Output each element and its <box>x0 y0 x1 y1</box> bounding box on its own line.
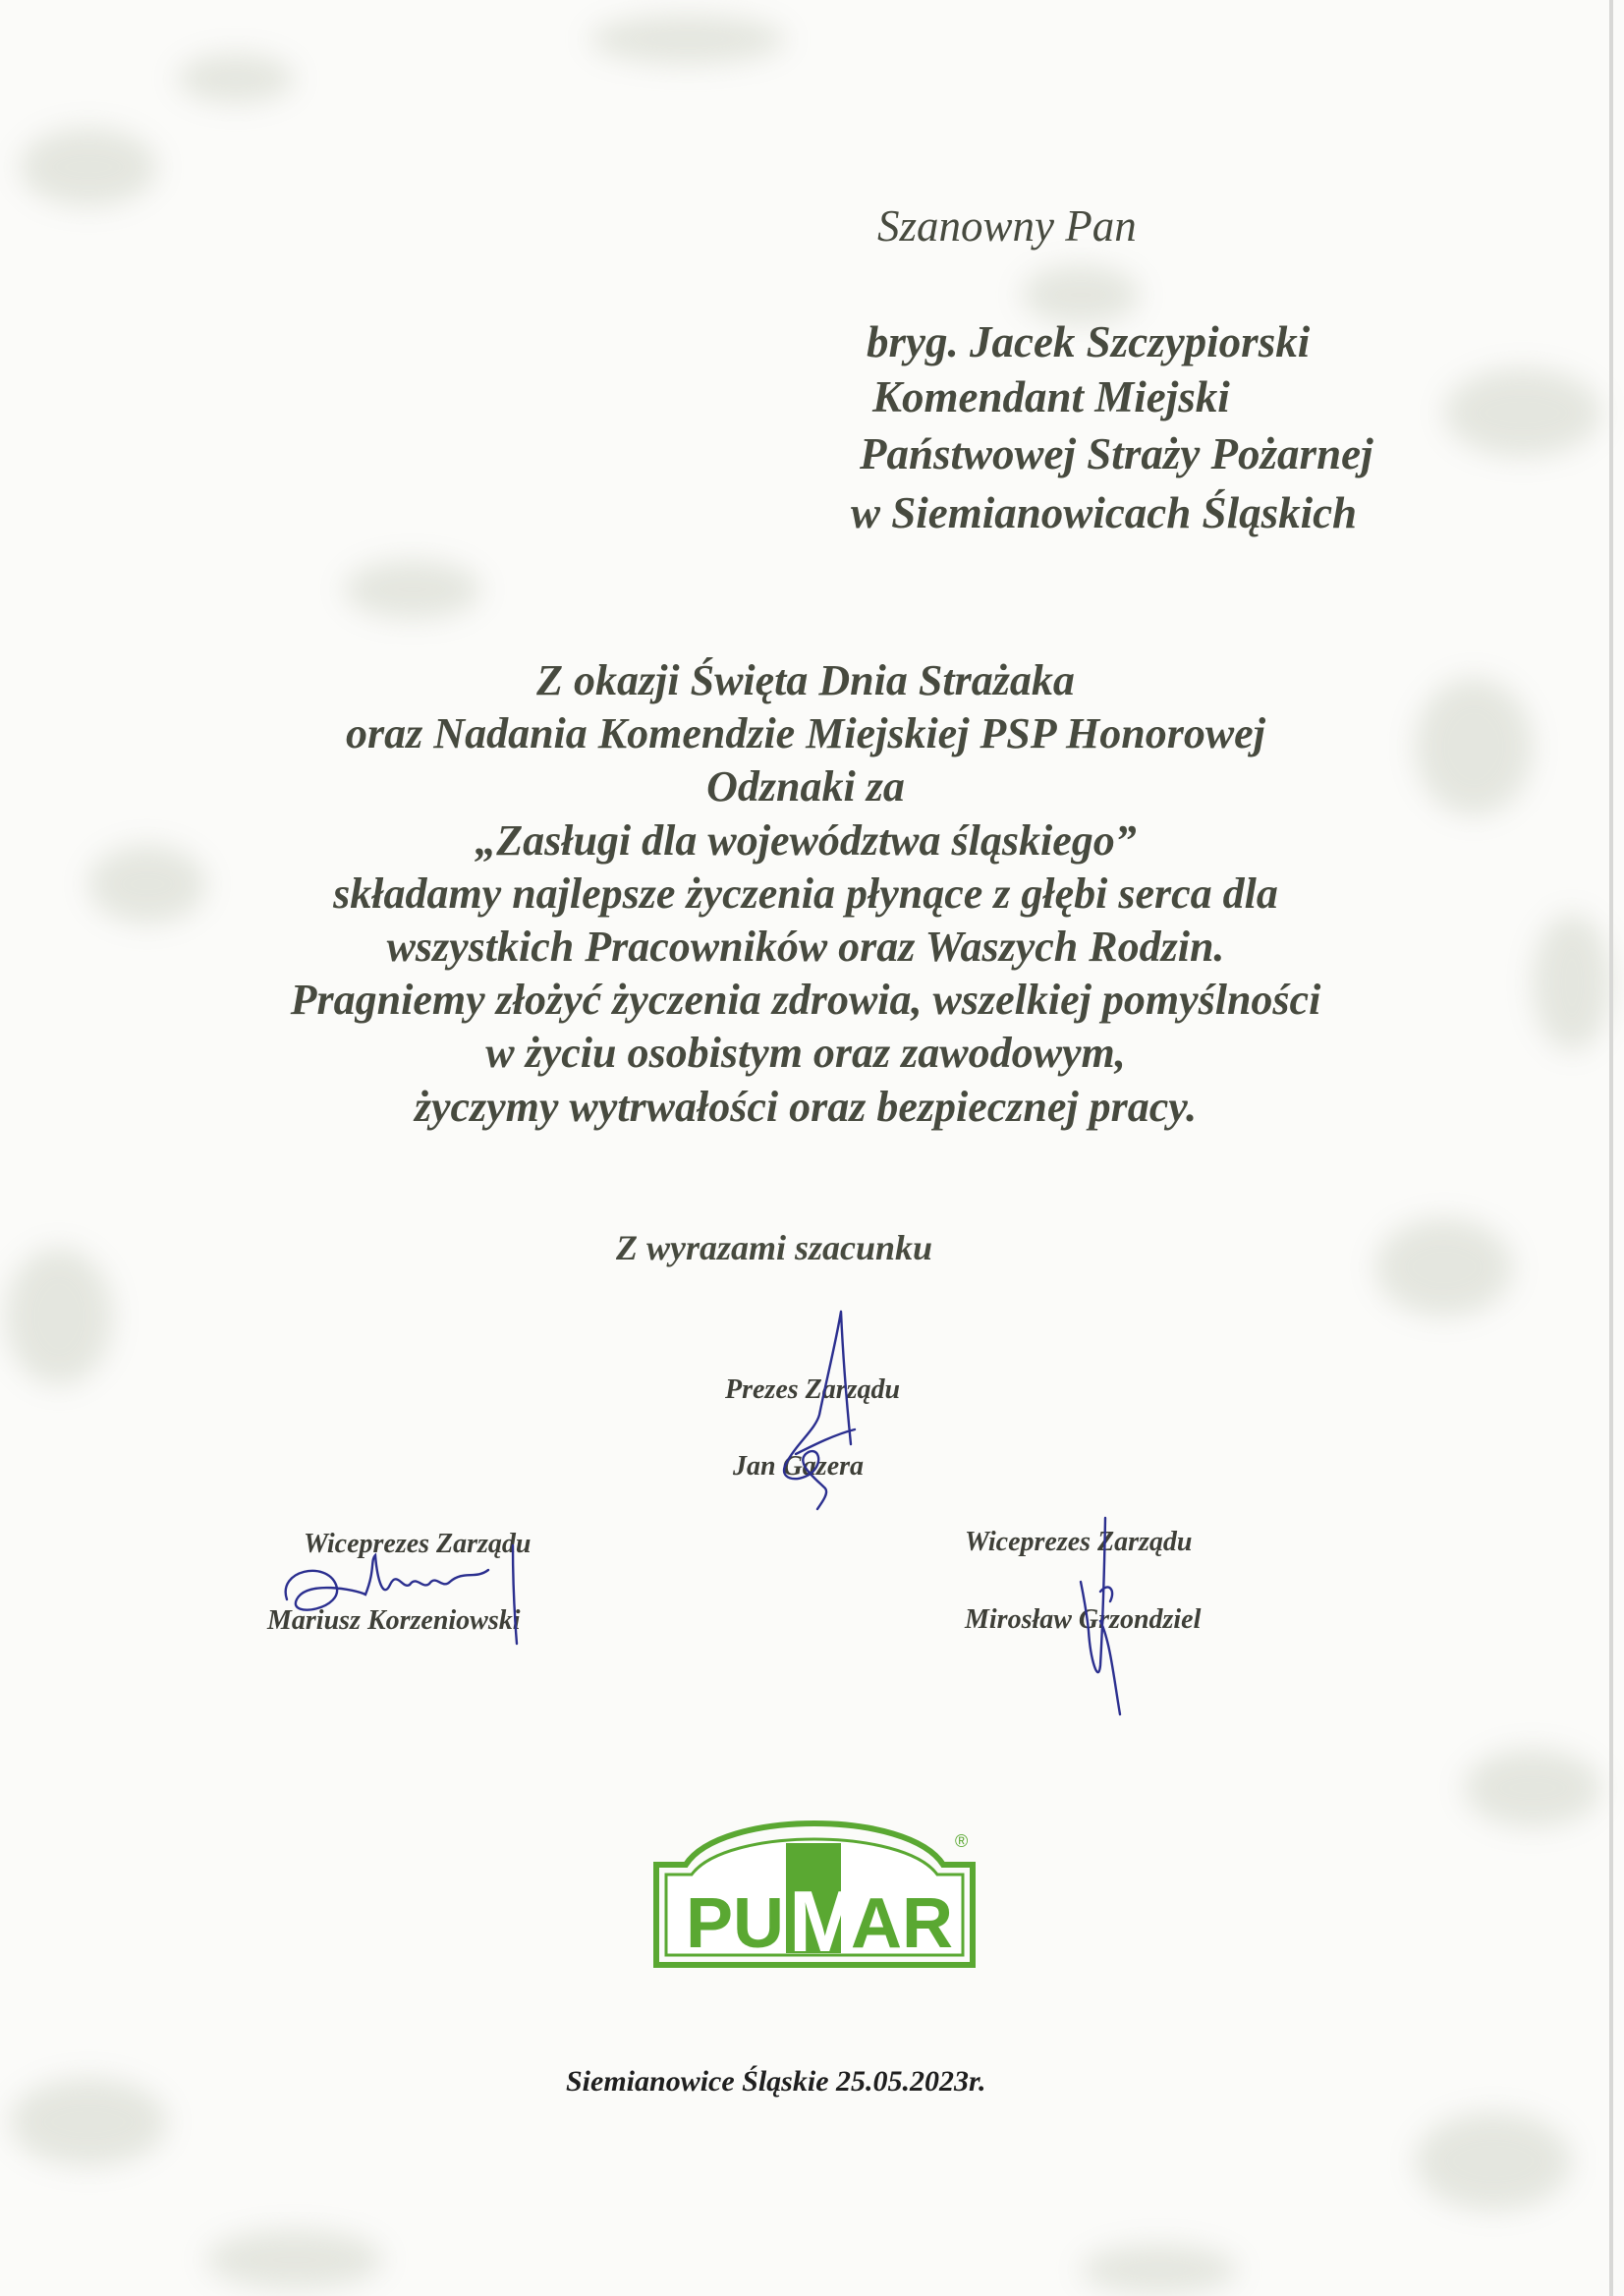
logo-text-m: M <box>789 1873 862 1969</box>
body-line: życzymy wytrwałości oraz bezpiecznej pracy. <box>414 1082 1198 1131</box>
logo-text-pu: PU <box>686 1884 785 1963</box>
registered-mark: ® <box>955 1831 969 1851</box>
body-line: oraz Nadania Komendzie Miejskiej PSP Honorowej <box>346 709 1265 758</box>
body-line: w życiu osobistym oraz zawodowym, <box>485 1029 1126 1078</box>
body-line: wszystkich Pracowników oraz Waszych Rodzin. <box>386 923 1225 972</box>
recipient-title-line1: Komendant Miejski <box>872 372 1230 421</box>
body-line: Z okazji Święta Dnia Strażaka <box>536 656 1075 704</box>
vice-right-role: Wiceprezes Zarządu <box>965 1527 1193 1557</box>
body-line: składamy najlepsze życzenia płynące z głębi serca dla <box>333 868 1278 918</box>
recipient-name: bryg. Jacek Szczypiorski <box>867 317 1311 366</box>
recipient-title-line3: w Siemianowicach Śląskich <box>851 488 1358 537</box>
closing-phrase: Z wyrazami szacunku <box>616 1228 933 1267</box>
date-line: Siemianowice Śląskie 25.05.2023r. <box>566 2065 986 2098</box>
body-line: Odznaki za <box>706 762 905 812</box>
vice-left-role: Wiceprezes Zarządu <box>304 1529 532 1559</box>
body-line: Pragniemy złożyć życzenia zdrowia, wszelkiej pomyślności <box>290 976 1321 1025</box>
salutation: Szanowny Pan <box>877 201 1137 251</box>
vice-right-name: Mirosław Grzondziel <box>965 1604 1202 1635</box>
page-edge <box>1609 0 1613 2296</box>
logo-text-ar: AR <box>851 1884 953 1963</box>
body-line: „Zasługi dla województwa śląskiego” <box>475 815 1137 865</box>
president-signature <box>756 1307 865 1513</box>
recipient-title-line2: Państwowej Straży Pożarnej <box>860 429 1373 478</box>
greeting-body <box>167 654 1444 1134</box>
president-role: Prezes Zarządu <box>725 1374 901 1405</box>
vice-left-signature <box>267 1540 532 1649</box>
vice-right-signature <box>1061 1513 1130 1719</box>
vice-left-name: Mariusz Korzeniowski <box>267 1605 521 1636</box>
president-name: Jan Gazera <box>733 1451 865 1482</box>
pumar-logo <box>652 1790 977 1969</box>
